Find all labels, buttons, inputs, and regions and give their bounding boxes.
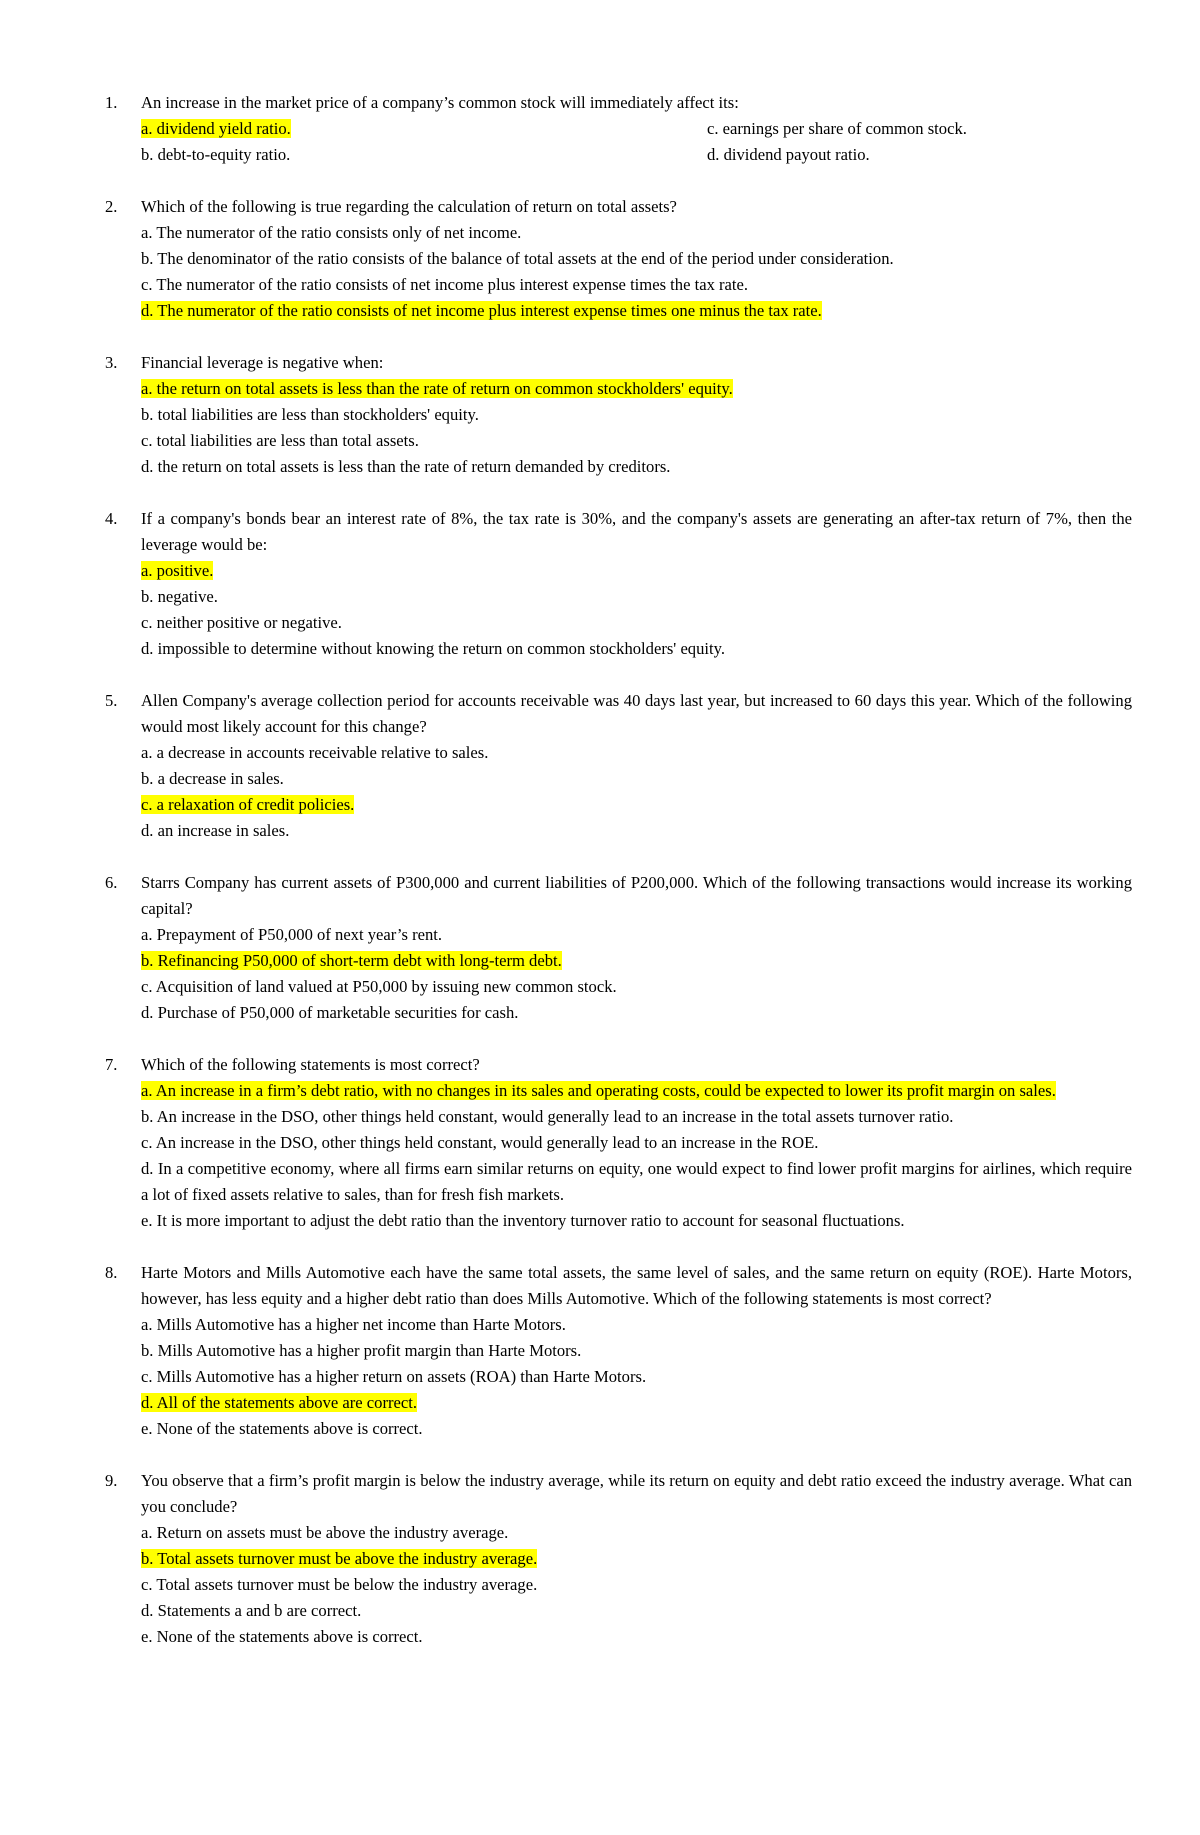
answer-option [141, 1416, 1132, 1442]
answer-option-correct [141, 376, 1132, 402]
answer-option [141, 1104, 1132, 1130]
answer-option [141, 220, 1132, 246]
options [141, 740, 1132, 844]
question-7 [105, 1052, 1132, 1234]
answer-option [141, 974, 1132, 1000]
answer-option-correct [141, 1078, 1132, 1104]
option-text: d. In a competitive economy, where all firms earn similar returns on equity, one would expect to find lower profit margins for airlines, which require a lot of fixed assets relative to sales, than for fresh fish markets. [141, 1159, 1132, 1204]
answer-option [141, 818, 1132, 844]
options [141, 220, 1132, 324]
question-number: 3. [105, 353, 118, 372]
option-text: b. The denominator of the ratio consists of the balance of total assets at the end of the period under consideration. [141, 249, 894, 268]
answer-option [141, 766, 1132, 792]
question-number: 1. [105, 93, 118, 112]
question-list [105, 90, 1132, 1676]
answer-option [141, 1364, 1132, 1390]
option-text: b. Mills Automotive has a higher profit margin than Harte Motors. [141, 1341, 582, 1360]
answer-option [141, 1520, 1132, 1546]
question-stem: You observe that a firm’s profit margin is below the industry average, while its return on equity and debt ratio exceed the industry average. What can you conclude? [141, 1471, 1132, 1516]
option-text: c. Total assets turnover must be below the industry average. [141, 1575, 538, 1594]
options [141, 1312, 1132, 1442]
option-text: a. the return on total assets is less than the rate of return on common stockholders' equity. [141, 379, 733, 398]
option-text: d. the return on total assets is less than the rate of return demanded by creditors. [141, 457, 671, 476]
answer-option [141, 740, 1132, 766]
options [141, 1520, 1132, 1650]
question-number: 6. [105, 873, 118, 892]
question-stem: An increase in the market price of a company’s common stock will immediately affect its: [141, 93, 739, 112]
answer-option [141, 922, 1132, 948]
answer-option-correct [141, 558, 1132, 584]
option-text: d. Purchase of P50,000 of marketable securities for cash. [141, 1003, 519, 1022]
option-text: d. an increase in sales. [141, 821, 290, 840]
option-text: d. dividend payout ratio. [707, 145, 870, 164]
answer-option [141, 1572, 1132, 1598]
answer-option [141, 1130, 1132, 1156]
question-1 [105, 90, 1132, 168]
question-number: 7. [105, 1055, 118, 1074]
option-text: d. The numerator of the ratio consists of net income plus interest expense times one minus the tax rate. [141, 301, 822, 320]
option-text: b. Total assets turnover must be above the industry average. [141, 1549, 538, 1568]
options [141, 1078, 1132, 1234]
answer-option [707, 116, 1132, 142]
option-text: c. An increase in the DSO, other things held constant, would generally lead to an increase in the ROE. [141, 1133, 819, 1152]
option-text: c. earnings per share of common stock. [707, 119, 967, 138]
option-text: c. The numerator of the ratio consists of net income plus interest expense times the tax rate. [141, 275, 749, 294]
question-8 [105, 1260, 1132, 1442]
option-text: d. impossible to determine without knowing the return on common stockholders' equity. [141, 639, 725, 658]
answer-option-correct [141, 116, 707, 142]
options [141, 116, 1132, 168]
option-text: c. neither positive or negative. [141, 613, 342, 632]
answer-option [141, 1000, 1132, 1026]
answer-option [141, 272, 1132, 298]
question-stem: Starrs Company has current assets of P300,000 and current liabilities of P200,000. Which of the following transactions would increase its working capital? [141, 873, 1132, 918]
answer-option [141, 428, 1132, 454]
question-4 [105, 506, 1132, 662]
question-number: 9. [105, 1471, 118, 1490]
question-number: 4. [105, 509, 118, 528]
answer-option [141, 454, 1132, 480]
answer-option-correct [141, 948, 1132, 974]
answer-option [141, 584, 1132, 610]
answer-option-correct [141, 298, 1132, 324]
option-text: b. debt-to-equity ratio. [141, 145, 291, 164]
option-text: a. The numerator of the ratio consists only of net income. [141, 223, 522, 242]
answer-option [141, 610, 1132, 636]
option-text: d. All of the statements above are correct. [141, 1393, 417, 1412]
option-text: c. Mills Automotive has a higher return on assets (ROA) than Harte Motors. [141, 1367, 647, 1386]
option-text: e. It is more important to adjust the debt ratio than the inventory turnover ratio to account for seasonal fluctuations. [141, 1211, 905, 1230]
question-3 [105, 350, 1132, 480]
question-stem: Financial leverage is negative when: [141, 353, 384, 372]
question-stem: Harte Motors and Mills Automotive each have the same total assets, the same level of sales, and the same return on equity (ROE). Harte Motors, however, has less equity and a higher debt ratio than does Mills Automotive. Which of the following statements is most correct? [141, 1263, 1132, 1308]
option-text: c. a relaxation of credit policies. [141, 795, 355, 814]
question-stem: Which of the following statements is most correct? [141, 1055, 480, 1074]
question-stem: If a company's bonds bear an interest rate of 8%, the tax rate is 30%, and the company's assets are generating an after-tax return of 7%, then the leverage would be: [141, 509, 1132, 554]
question-5 [105, 688, 1132, 844]
option-text: b. Refinancing P50,000 of short-term debt with long-term debt. [141, 951, 562, 970]
option-text: c. Acquisition of land valued at P50,000 by issuing new common stock. [141, 977, 617, 996]
answer-option [141, 246, 1132, 272]
question-stem: Which of the following is true regarding the calculation of return on total assets? [141, 197, 677, 216]
answer-option-correct [141, 792, 1132, 818]
answer-option [141, 402, 1132, 428]
answer-option [141, 1208, 1132, 1234]
options [141, 376, 1132, 480]
option-text: a. a decrease in accounts receivable relative to sales. [141, 743, 489, 762]
option-text: a. dividend yield ratio. [141, 119, 291, 138]
question-stem: Allen Company's average collection period for accounts receivable was 40 days last year, but increased to 60 days this year. Which of the following would most likely account for this change? [141, 691, 1132, 736]
answer-option [141, 1338, 1132, 1364]
answer-option [141, 142, 707, 168]
question-9 [105, 1468, 1132, 1650]
option-text: a. Mills Automotive has a higher net income than Harte Motors. [141, 1315, 566, 1334]
option-text: b. total liabilities are less than stockholders' equity. [141, 405, 479, 424]
options [141, 558, 1132, 662]
answer-option [141, 1598, 1132, 1624]
option-text: e. None of the statements above is correct. [141, 1419, 423, 1438]
option-text: e. None of the statements above is correct. [141, 1627, 423, 1646]
question-6 [105, 870, 1132, 1026]
answer-option [141, 1156, 1132, 1208]
answer-option-correct [141, 1546, 1132, 1572]
option-text: b. a decrease in sales. [141, 769, 284, 788]
option-text: d. Statements a and b are correct. [141, 1601, 362, 1620]
answer-option [141, 1312, 1132, 1338]
question-number: 5. [105, 691, 118, 710]
answer-option [707, 142, 1132, 168]
question-number: 8. [105, 1263, 118, 1282]
question-number: 2. [105, 197, 118, 216]
question-2 [105, 194, 1132, 324]
options [141, 922, 1132, 1026]
answer-option-correct [141, 1390, 1132, 1416]
option-text: b. An increase in the DSO, other things held constant, would generally lead to an increase in the total assets turnover ratio. [141, 1107, 954, 1126]
answer-option [141, 636, 1132, 662]
option-text: c. total liabilities are less than total assets. [141, 431, 419, 450]
option-text: a. An increase in a firm’s debt ratio, with no changes in its sales and operating costs, could be expected to lower its profit margin on sales. [141, 1081, 1056, 1100]
option-text: a. Return on assets must be above the industry average. [141, 1523, 509, 1542]
option-text: a. Prepayment of P50,000 of next year’s rent. [141, 925, 443, 944]
option-text: b. negative. [141, 587, 218, 606]
option-text: a. positive. [141, 561, 214, 580]
answer-option [141, 1624, 1132, 1650]
